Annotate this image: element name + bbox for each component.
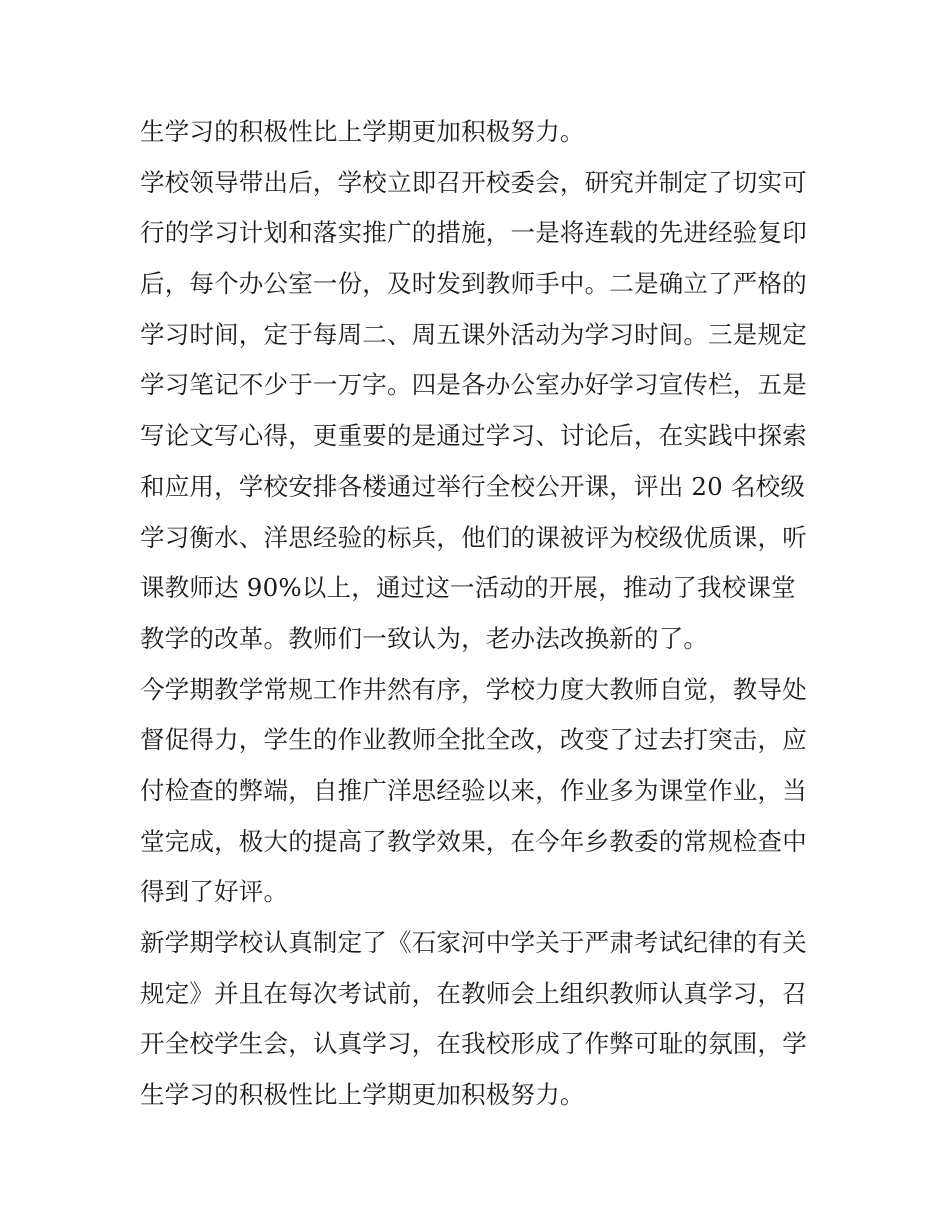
- text-line: 规定》并且在每次考试前，在教师会上组织教师认真学习，召: [140, 978, 807, 1008]
- text-line: 堂完成，极大的提高了教学效果，在今年乡教委的常规检查中: [140, 826, 807, 856]
- text-line: 学习笔记不少于一万字。四是各办公室办好学习宣传栏，五是: [140, 370, 807, 400]
- text-line: 今学期教学常规工作井然有序，学校力度大教师自觉，教导处: [140, 674, 807, 704]
- text-line: 后，每个办公室一份，及时发到教师手中。二是确立了严格的: [140, 269, 807, 299]
- text-line: 学习衡水、洋思经验的标兵，他们的课被评为校级优质课，听: [140, 522, 807, 552]
- text-line: 学习时间，定于每周二、周五课外活动为学习时间。三是规定: [140, 319, 807, 349]
- text-line: 教学的改革。教师们一致认为，老办法改换新的了。: [140, 623, 709, 653]
- text-line: 生学习的积极性比上学期更加积极努力。: [140, 1080, 585, 1110]
- text-line: 生学习的积极性比上学期更加积极努力。: [140, 117, 585, 146]
- text-line: 新学期学校认真制定了《石家河中学关于严肃考试纪律的有关: [140, 928, 807, 957]
- text-line: 付检查的弊端，自推广洋思经验以来，作业多为课堂作业，当: [140, 775, 807, 805]
- text-line: 得到了好评。: [140, 877, 289, 907]
- text-line: 开全校学生会，认真学习，在我校形成了作弊可耻的氛围，学: [140, 1029, 807, 1059]
- text-line: 课教师达 90%以上，通过这一活动的开展，推动了我校课堂: [140, 573, 796, 603]
- text-line: 和应用，学校安排各楼通过举行全校公开课，评出 20 名校级: [140, 471, 806, 501]
- text-line: 写论文写心得，更重要的是通过学习、讨论后，在实践中探索: [140, 421, 807, 451]
- text-line: 学校领导带出后，学校立即召开校委会，研究并制定了切实可: [140, 167, 807, 197]
- text-line: 督促得力，学生的作业教师全批全改，改变了过去打突击，应: [140, 725, 807, 755]
- text-line: 行的学习计划和落实推广的措施，一是将连载的先进经验复印: [140, 218, 807, 248]
- document-body: [140, 107, 820, 1121]
